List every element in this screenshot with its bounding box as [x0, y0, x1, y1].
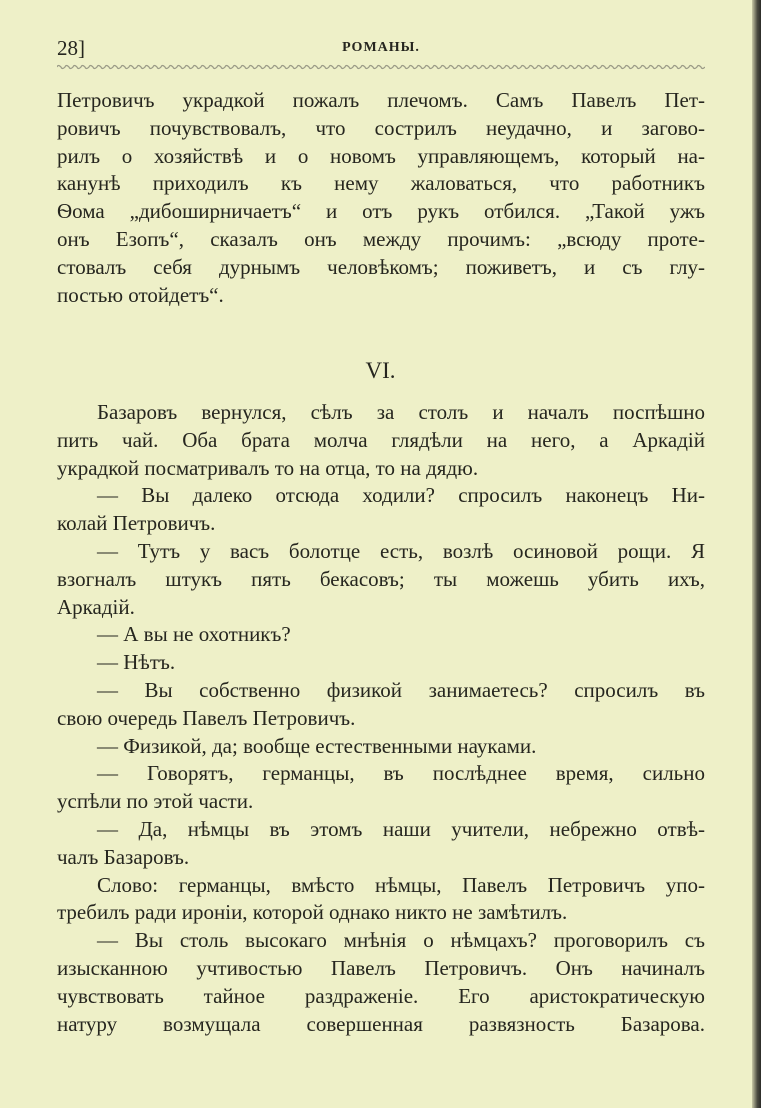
text-line: Аркадій.	[57, 594, 135, 619]
text-line: Базаровъ вернулся, сѣлъ за столъ и началъ поспѣшно	[97, 400, 705, 424]
text-line: чалъ Базаровъ.	[57, 844, 190, 869]
paragraph-continued	[57, 87, 705, 309]
text-line: — Вы собственно физикой занимаетесь? спросилъ въ	[97, 677, 705, 702]
text-line: онъ Езопъ“, сказалъ онъ между прочимъ: „всюду проте-	[57, 226, 705, 251]
text-line: колай Петровичъ.	[57, 511, 216, 536]
text-line: украдкой посматривалъ то на отца, то на дядю.	[57, 455, 479, 480]
text-line: рилъ о хозяйствѣ и о новомъ управляющемъ, который на-	[57, 143, 705, 168]
text-line: Петровичъ украдкой пожалъ плечомъ. Самъ Павелъ Пет-	[57, 88, 705, 112]
text-line: свою очередь Павелъ Петровичъ.	[57, 705, 356, 730]
text-line: взогналъ штукъ пять бекасовъ; ты можешь убить ихъ,	[57, 566, 705, 591]
text-line: постью отойдетъ“.	[57, 282, 224, 307]
text-line: — Вы далеко отсюда ходили? спросилъ наконецъ Ни-	[97, 483, 705, 508]
page-edge-shadow	[752, 0, 761, 1108]
text-line: — Да, нѣмцы въ этомъ наши учители, небрежно отвѣ-	[97, 816, 705, 841]
decorative-wavy-rule	[57, 62, 705, 72]
text-line: — Говорятъ, германцы, въ послѣднее время, сильно	[97, 761, 705, 786]
text-line: — Нѣтъ.	[97, 650, 176, 675]
running-title: РОМАНЫ.	[342, 40, 420, 55]
text-line: требилъ ради ироніи, которой однако никто не замѣтилъ.	[57, 900, 568, 925]
text-line: — Физикой, да; вообще естественными науками.	[97, 733, 537, 758]
chapter-body	[57, 399, 705, 1038]
page-header	[57, 36, 705, 60]
text-line: канунѣ приходилъ къ нему жаловаться, что работникъ	[57, 171, 705, 196]
text-line: Ѳома „дибоширничаетъ“ и отъ рукъ отбился. „Такой ужъ	[57, 199, 705, 224]
text-line: чувствовать тайное раздраженіе. Его аристократическую	[57, 983, 705, 1008]
text-line: натуру возмущала совершенная развязность Базарова.	[57, 1011, 705, 1036]
text-line: — Вы столь высокаго мнѣнія о нѣмцахъ? проговорилъ съ	[97, 928, 705, 953]
text-line: Слово: германцы, вмѣсто нѣмцы, Павелъ Петровичъ упо-	[97, 872, 705, 897]
text-line: — Тутъ у васъ болотце есть, возлѣ осиновой рощи. Я	[97, 538, 705, 563]
text-line: ровичъ почувствовалъ, что сострилъ неудачно, и загово-	[57, 115, 705, 140]
text-line: стовалъ себя дурнымъ человѣкомъ; поживетъ, и съ глу-	[57, 254, 705, 279]
text-line: — А вы не охотникъ?	[97, 622, 291, 647]
text-line: пить чай. Оба брата молча глядѣли на него, а Аркадій	[57, 427, 705, 452]
chapter-heading: VI.	[365, 358, 396, 383]
text-line: успѣли по этой части.	[57, 789, 254, 814]
page-number: 28]	[57, 36, 85, 60]
text-line: изысканною учтивостью Павелъ Петровичъ. Онъ начиналъ	[57, 955, 705, 980]
